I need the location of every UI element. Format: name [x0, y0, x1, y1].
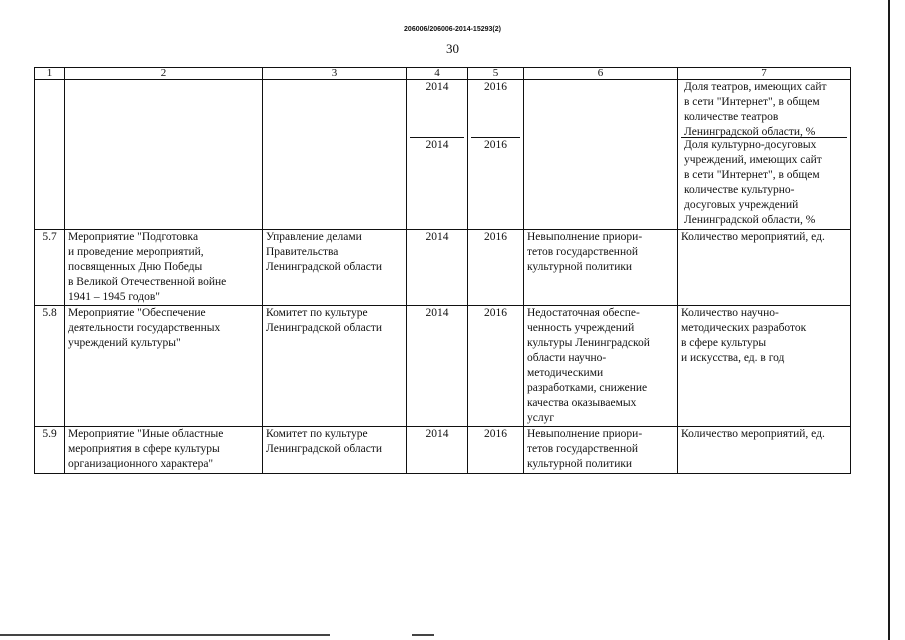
page-number: 30 [446, 41, 459, 56]
column-number-row [35, 68, 851, 80]
indicator-cell [678, 80, 851, 230]
empty-cell [65, 80, 263, 230]
end-year: 2016 [468, 306, 524, 427]
empty-cell [263, 80, 407, 230]
document-id: 206006/206006-2014-15293(2) [404, 26, 501, 33]
continuation-row [35, 80, 851, 230]
table-row [35, 230, 851, 306]
start-year: 2014 [407, 306, 468, 427]
column-header-4: 4 [407, 68, 468, 80]
start-year: 2014 [407, 230, 468, 306]
consequence: Недостаточная обеспе- ченность учреждений культуры Ленинградской области научно- методическими разработками, снижение качества оказываемых услуг [524, 306, 678, 427]
program-table [34, 67, 851, 474]
column-header-2: 2 [65, 68, 263, 80]
executor: Управление делами Правительства Ленинградской области [263, 230, 407, 306]
indicator-text: Количество научно- методических разработок в сфере культуры и искусства, ед. в год [678, 306, 851, 427]
indicator-text: Доля театров, имеющих сайт в сети "Интернет", в общем количестве театров Ленинградской области, % [681, 80, 847, 138]
end-year: 2016 [471, 80, 520, 138]
indicator-text: Доля культурно-досуговых учреждений, имеющих сайт в сети "Интернет", в общем количестве культурно- досуговых учреждений Ленинградской области, % [684, 139, 822, 226]
executor: Комитет по культуре Ленинградской области [263, 306, 407, 427]
column-header-6: 6 [524, 68, 678, 80]
indicator-text: Количество мероприятий, ед. [678, 427, 851, 474]
empty-cell [35, 80, 65, 230]
scan-edge-bottom [0, 634, 330, 636]
end-year: 2016 [484, 139, 507, 151]
row-number: 5.8 [35, 306, 65, 427]
column-header-5: 5 [468, 68, 524, 80]
scan-edge-bottom-fragment [412, 634, 434, 636]
row-number: 5.9 [35, 427, 65, 474]
row-number: 5.7 [35, 230, 65, 306]
start-year-cell [407, 80, 468, 230]
event-name: Мероприятие "Подготовка и проведение мероприятий, посвященных Дню Победы в Великой Отечественной войне 1941 – 1945 годов" [65, 230, 263, 306]
table-row [35, 427, 851, 474]
start-year: 2014 [410, 80, 464, 138]
table-row [35, 306, 851, 427]
end-year: 2016 [468, 427, 524, 474]
event-name: Мероприятие "Обеспечение деятельности государственных учреждений культуры" [65, 306, 263, 427]
column-header-1: 1 [35, 68, 65, 80]
end-year: 2016 [468, 230, 524, 306]
consequence: Невыполнение приори- тетов государственной культурной политики [524, 230, 678, 306]
end-year-cell [468, 80, 524, 230]
scan-edge-right [888, 0, 890, 640]
start-year: 2014 [425, 139, 449, 151]
executor: Комитет по культуре Ленинградской области [263, 427, 407, 474]
indicator-text: Количество мероприятий, ед. [678, 230, 851, 306]
event-name: Мероприятие "Иные областные мероприятия в сфере культуры организационного характера" [65, 427, 263, 474]
empty-cell [524, 80, 678, 230]
column-header-3: 3 [263, 68, 407, 80]
consequence: Невыполнение приори- тетов государственной культурной политики [524, 427, 678, 474]
start-year: 2014 [407, 427, 468, 474]
column-header-7: 7 [678, 68, 851, 80]
